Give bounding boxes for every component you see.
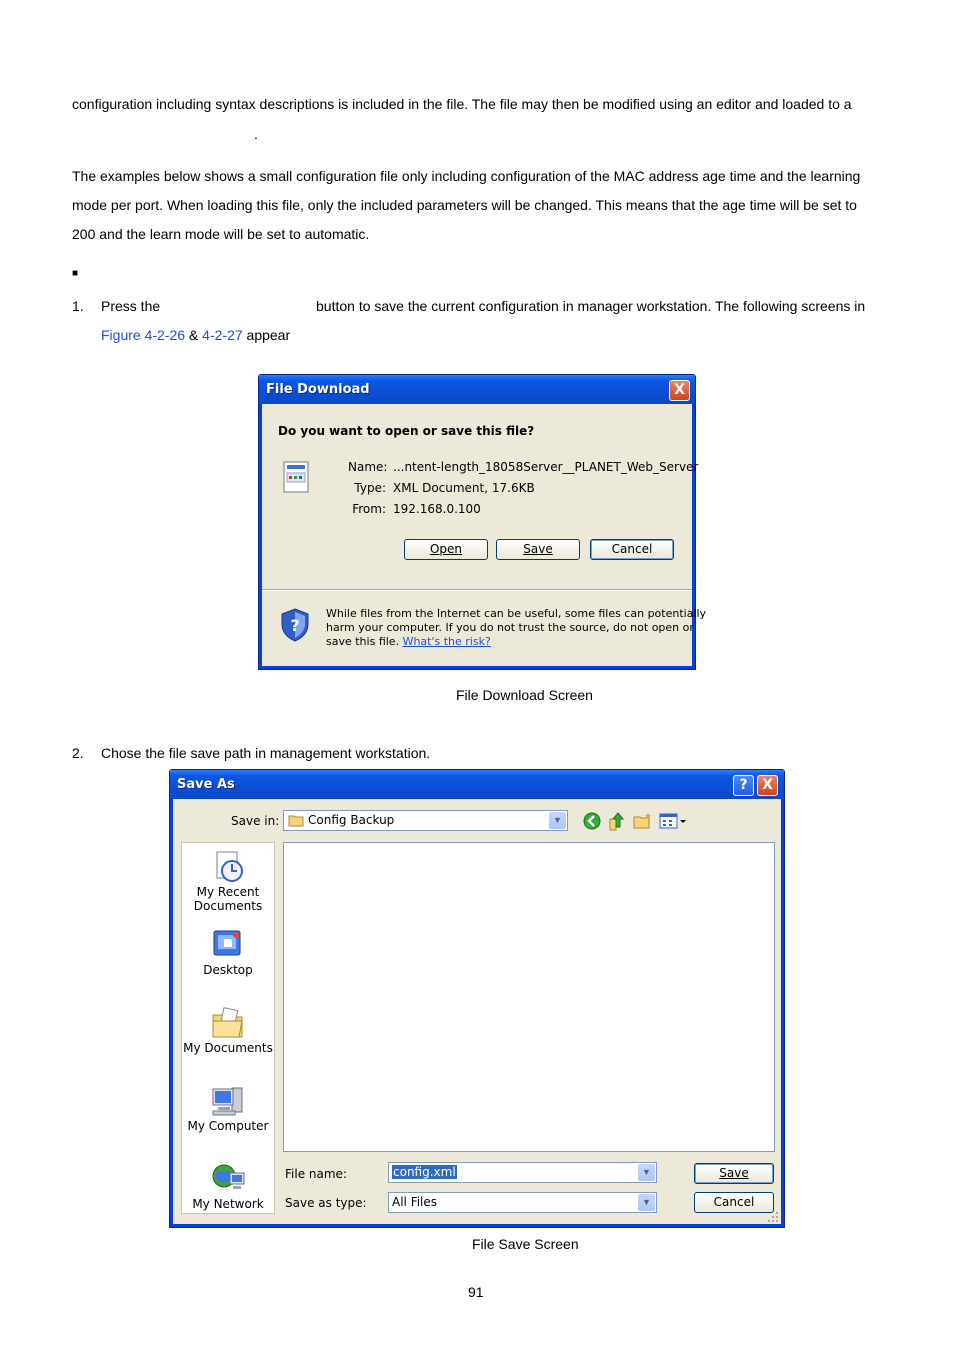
figure-caption: File Download Screen xyxy=(456,687,593,703)
place-label: Desktop xyxy=(203,963,253,977)
file-name-label: File name: xyxy=(285,1167,347,1181)
place-label: My Recent xyxy=(196,885,260,899)
from-value: 192.168.0.100 xyxy=(393,502,481,516)
dialog-titlebar xyxy=(170,770,784,799)
name-value: ...ntent-length_18058Server__PLANET_Web_Server xyxy=(393,460,699,474)
dialog-question: Do you want to open or save this file? xyxy=(278,424,535,438)
save-button[interactable]: Save xyxy=(694,1163,774,1184)
file-name-value: config.xml xyxy=(393,1165,456,1179)
paragraph-line: The examples below shows a small configuration file only including configuration of the MAC address age time and the learning xyxy=(72,168,861,184)
step-text: Press the xyxy=(101,298,161,314)
paragraph-line: 200 and the learn mode will be set to automatic. xyxy=(72,226,370,242)
save-as-dialog xyxy=(169,769,785,1228)
save-button[interactable]: Save xyxy=(496,539,580,560)
divider xyxy=(262,590,692,591)
name-label: Name: xyxy=(348,460,388,474)
step-text: button to save the current configuration in manager workstation. The following screens in xyxy=(316,298,866,314)
up-folder-icon[interactable] xyxy=(608,811,626,834)
place-my-recent-documents[interactable] xyxy=(182,849,274,913)
close-button[interactable]: X xyxy=(757,775,778,796)
my-computer-icon xyxy=(182,1083,274,1119)
view-menu-icon[interactable] xyxy=(659,813,687,832)
place-desktop[interactable] xyxy=(182,927,274,977)
figure-link[interactable]: 4-2-27 xyxy=(202,327,243,343)
my-documents-icon xyxy=(182,1005,274,1041)
file-list[interactable] xyxy=(283,842,775,1152)
warning-line: save this file. xyxy=(326,635,400,648)
warning-line: harm your computer. If you do not trust the source, do not open or xyxy=(326,621,694,634)
place-label: My Documents xyxy=(183,1041,273,1055)
svg-text:?: ? xyxy=(290,616,300,635)
page-number: 91 xyxy=(468,1284,484,1300)
dialog-titlebar xyxy=(259,375,695,404)
xml-file-icon xyxy=(283,461,309,493)
type-value: XML Document, 17.6KB xyxy=(393,481,535,495)
figure-link[interactable]: Figure 4-2-26 xyxy=(101,327,186,343)
step-text-line2 xyxy=(101,326,290,344)
save-in-dropdown[interactable] xyxy=(283,810,568,831)
paragraph-line: mode per port. When loading this file, only the included parameters will be changed. This means that the age time will be set to xyxy=(72,197,857,213)
cancel-button[interactable]: Cancel xyxy=(694,1192,774,1213)
save-type-label: Save as type: xyxy=(285,1196,367,1210)
chevron-down-icon[interactable]: ▼ xyxy=(638,1194,655,1211)
folder-icon xyxy=(288,814,304,830)
from-label: From: xyxy=(352,502,386,516)
place-my-network[interactable] xyxy=(182,1161,274,1211)
file-name-input[interactable] xyxy=(388,1162,657,1183)
place-label: Documents xyxy=(193,899,263,913)
paragraph-line: configuration including syntax descriptions is included in the file. The file may then be modified using an editor and loaded to a xyxy=(72,96,852,112)
step-number: 1. xyxy=(72,298,84,314)
figure-caption: File Save Screen xyxy=(472,1236,579,1252)
type-label: Type: xyxy=(354,481,386,495)
resize-grip-icon[interactable] xyxy=(767,1210,779,1222)
appear-text: appear xyxy=(242,327,291,343)
help-button[interactable]: ? xyxy=(733,775,754,796)
shield-icon xyxy=(280,608,310,642)
save-in-value: Config Backup xyxy=(308,813,395,827)
new-folder-icon[interactable] xyxy=(633,812,653,833)
close-button[interactable]: X xyxy=(669,380,690,401)
places-bar xyxy=(181,842,275,1214)
desktop-icon xyxy=(182,927,274,963)
chevron-down-icon[interactable]: ▼ xyxy=(549,812,566,829)
save-type-dropdown[interactable] xyxy=(388,1192,657,1213)
warning-line-3 xyxy=(326,635,706,649)
step-text: Chose the file save path in management workstation. xyxy=(101,745,431,761)
warning-line: While files from the Internet can be useful, some files can potentially xyxy=(326,607,707,620)
open-button[interactable]: Open xyxy=(404,539,488,560)
warning-text xyxy=(326,607,706,649)
place-label: My Computer xyxy=(187,1119,269,1133)
whats-the-risk-link[interactable]: What's the risk? xyxy=(402,635,491,648)
paragraph-line: . xyxy=(254,126,258,142)
my-network-icon xyxy=(182,1161,274,1197)
place-my-computer[interactable] xyxy=(182,1083,274,1133)
place-my-documents[interactable] xyxy=(182,1005,274,1055)
step-number: 2. xyxy=(72,745,84,761)
save-type-value: All Files xyxy=(392,1195,438,1209)
file-download-dialog xyxy=(258,374,707,670)
save-in-label: Save in: xyxy=(231,814,280,828)
amp-text: & xyxy=(185,327,203,343)
chevron-down-icon[interactable]: ▼ xyxy=(638,1164,655,1181)
back-icon[interactable] xyxy=(583,812,601,833)
dialog-title: Save As xyxy=(177,777,235,792)
cancel-button[interactable]: Cancel xyxy=(590,539,674,560)
recent-documents-icon xyxy=(182,849,274,885)
dialog-body xyxy=(262,404,707,666)
dialog-body xyxy=(173,799,781,1224)
bullet-marker: ■ xyxy=(72,268,79,279)
dialog-title: File Download xyxy=(266,382,370,397)
place-label: My Network xyxy=(192,1197,264,1211)
